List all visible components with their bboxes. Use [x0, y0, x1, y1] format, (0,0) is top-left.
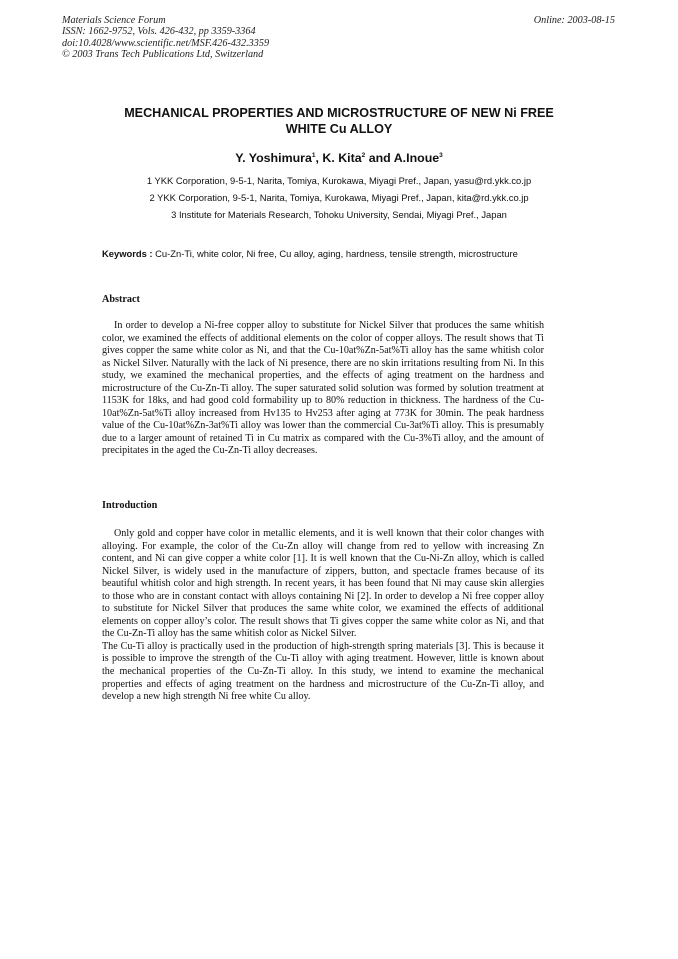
author-separator: and	[365, 151, 394, 165]
affiliation-2: 2 YKK Corporation, 9-5-1, Narita, Tomiya, Kurokawa, Miyagi Pref., Japan, kita@rd.ykk.co.jp	[149, 192, 529, 203]
paper-title	[95, 106, 583, 137]
author-name: K. Kita	[322, 151, 362, 165]
affiliation-1: 1 YKK Corporation, 9-5-1, Narita, Tomiya, Kurokawa, Miyagi Pref., Japan, yasu@rd.ykk.co.jp	[146, 175, 532, 186]
doi-line: doi:10.4028/www.scientific.net/MSF.426-432.3359	[62, 37, 270, 49]
author-list	[95, 148, 583, 166]
issn-line: ISSN: 1662-9752, Vols. 426-432, pp 3359-3364	[62, 26, 256, 38]
affiliations	[70, 172, 608, 223]
author-affiliation-mark: 1	[311, 152, 316, 159]
introduction-paragraph-2	[102, 641, 544, 704]
author-name: Y. Yoshimura	[235, 151, 312, 165]
keywords-label: Keywords :	[102, 248, 153, 259]
introduction-paragraph-2-text: The Cu-Ti alloy is practically used in the production of high-strength spring materials [3]. This is because it is possible to improve the strength of the Cu-Ti alloy with aging treatment. However, little is known about the mechanical properties of the Cu-Zn-Ti alloy. In this study, we intend to examine the mechanical properties and effects of aging treatment on the hardness and microstructure of the Cu-Zn-Ti alloy, and develop a new high strength Ni free white Cu alloy.	[102, 640, 544, 703]
keywords	[102, 248, 580, 260]
author-name: A.Inoue	[393, 151, 440, 165]
introduction-body	[102, 528, 544, 704]
author-separator: ,	[315, 151, 323, 165]
title-line-2: WHITE Cu ALLOY	[285, 121, 393, 136]
copyright-line: © 2003 Trans Tech Publications Ltd, Switzerland	[62, 49, 264, 61]
author-affiliation-mark: 2	[361, 152, 366, 159]
introduction-paragraph-1: Only gold and copper have color in metallic elements, and it is well known that their color changes with alloying. For example, the color of the Cu-Zn alloy will change from red to yellow with increasing Zn content, and Ni can give copper a white color [1]. It is well known that the Cu-Ni-Zn alloy, which is called Nickel Silver, is widely used in the manufacture of zippers, button, and spectacle frames because of its beautiful whitish color and high strength. In recent years, it has been found that Ni may cause skin allergies to those who are in constant contact with alloys containing Ni [2]. In order to develop a Ni free copper alloy to substitute for Nickel Silver that produces the same white color, we examined the effects of additional elements on copper alloy’s color. The result shows that Ti gives copper the same white color as Ni, and that the Cu-Zn-Ti alloy has the same whitish color as Nickel Silver.	[102, 528, 544, 640]
keywords-text: Cu-Zn-Ti, white color, Ni free, Cu alloy, aging, hardness, tensile strength, microstructure	[155, 248, 518, 259]
online-date: Online: 2003-08-15	[533, 15, 615, 26]
introduction-heading: Introduction	[102, 500, 158, 511]
abstract-heading: Abstract	[102, 294, 140, 305]
journal-header	[62, 15, 269, 61]
author-affiliation-mark: 3	[439, 152, 443, 159]
affiliation-3: 3 Institute for Materials Research, Tohoku University, Sendai, Miyagi Pref., Japan	[171, 209, 507, 220]
journal-name: Materials Science Forum	[62, 15, 166, 26]
abstract-paragraph: In order to develop a Ni-free copper alloy to substitute for Nickel Silver that produces the same whitish color, we examined the effects of additional elements on the color of copper alloys. The result shows that Ti gives copper the same white color as Ni, and that the Cu-10at%Zn-5at%Ti alloy has the same whitish color as Nickel Silver. Naturally with the lack of Ni presence, there are no skin irritations resulting from Ni. In this study, we examined the mechanical properties, and the effects of aging treatment on the hardness and microstructure of the Cu-Zn-Ti alloy. The super saturated solid solution was formed by solution treatment at 1153K for 18ks, and had good cold formability up to 80% reduction in thickness. The hardness of the Cu-10at%Zn-5at%Ti alloy increased from Hv135 to Hv253 after aging at 773K for 30min. The peak hardness value of the Cu-10at%Zn-3at%Ti alloy was lower than the commercial Cu-3at%Ti alloy. This is presumably due to a larger amount of retained Ti in Cu matrix as compared with the Cu-3%Ti alloy, and the amount of precipitates in the aged the Cu-Zn-Ti alloy decreases.	[102, 320, 544, 457]
abstract-body	[102, 320, 544, 458]
title-line-1: MECHANICAL PROPERTIES AND MICROSTRUCTURE OF NEW Ni FREE	[124, 106, 554, 120]
